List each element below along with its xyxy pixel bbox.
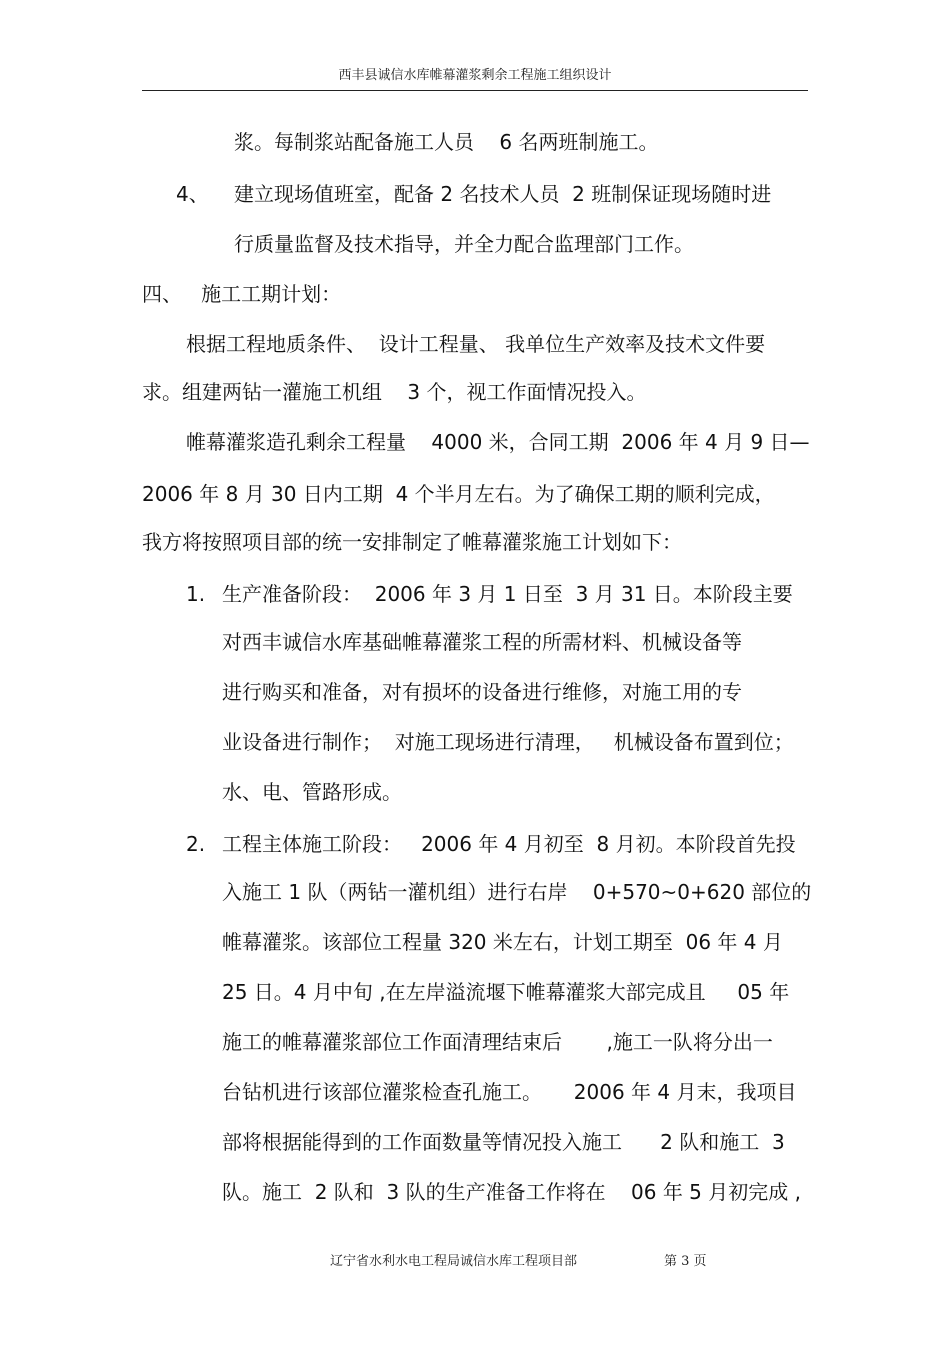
list-marker: 2. bbox=[186, 832, 206, 856]
section-heading: 四、 施工工期计划： bbox=[142, 282, 342, 306]
text-line: 帷幕灌浆造孔剩余工程量 4000 米，合同工期 2006 年 4 月 9 日— bbox=[186, 430, 810, 454]
text-line: 我方将按照项目部的统一安排制定了帷幕灌浆施工计划如下： bbox=[142, 530, 682, 554]
text-line: 台钻机进行该部位灌浆检查孔施工。 2006 年 4 月末，我项目 bbox=[222, 1080, 797, 1104]
page-number: 第 3 页 bbox=[664, 1254, 707, 1269]
text-line: 施工的帷幕灌浆部位工作面清理结束后 ,施工一队将分出一 bbox=[222, 1030, 773, 1054]
footer-org: 辽宁省水利水电工程局诚信水库工程项目部 bbox=[330, 1254, 578, 1269]
text-line: 生产准备阶段： 2006 年 3 月 1 日至 3 月 31 日。本阶段主要 bbox=[222, 582, 793, 606]
text-line: 25 日。4 月中旬 ,在左岸溢流堰下帷幕灌浆大部完成且 05 年 bbox=[222, 980, 790, 1004]
text-line: 业设备进行制作； 对施工现场进行清理， 机械设备布置到位； bbox=[222, 730, 794, 754]
text-line: 入施工 1 队（两钻一灌机组）进行右岸 0+570~0+620 部位的 bbox=[222, 880, 812, 904]
text-line: 对西丰诚信水库基础帷幕灌浆工程的所需材料、机械设备等 bbox=[222, 630, 742, 654]
list-marker: 4、 bbox=[176, 182, 209, 206]
text-line: 行质量监督及技术指导，并全力配合监理部门工作。 bbox=[234, 232, 694, 256]
text-line: 水、电、管路形成。 bbox=[222, 780, 402, 804]
list-marker: 1. bbox=[186, 582, 206, 606]
text-line: 工程主体施工阶段： 2006 年 4 月初至 8 月初。本阶段首先投 bbox=[222, 832, 796, 856]
text-line: 根据工程地质条件、 设计工程量、 我单位生产效率及技术文件要 bbox=[186, 332, 766, 356]
header-rule bbox=[142, 90, 808, 91]
text-line: 建立现场值班室，配备 2 名技术人员 2 班制保证现场随时进 bbox=[234, 182, 772, 206]
text-line: 帷幕灌浆。该部位工程量 320 米左右，计划工期至 06 年 4 月 bbox=[222, 930, 783, 954]
text-line: 部将根据能得到的工作面数量等情况投入施工 2 队和施工 3 bbox=[222, 1130, 785, 1154]
text-line: 2006 年 8 月 30 日内工期 4 个半月左右。为了确保工期的顺利完成， bbox=[142, 482, 775, 506]
page-header: 西丰县诚信水库帷幕灌浆剩余工程施工组织设计 bbox=[338, 68, 612, 83]
text-line: 求。组建两钻一灌施工机组 3 个，视工作面情况投入。 bbox=[142, 380, 647, 404]
text-line: 队。施工 2 队和 3 队的生产准备工作将在 06 年 5 月初完成 , bbox=[222, 1180, 801, 1204]
text-line: 浆。每制浆站配备施工人员 6 名两班制施工。 bbox=[234, 130, 659, 154]
text-line: 进行购买和准备，对有损坏的设备进行维修，对施工用的专 bbox=[222, 680, 742, 704]
